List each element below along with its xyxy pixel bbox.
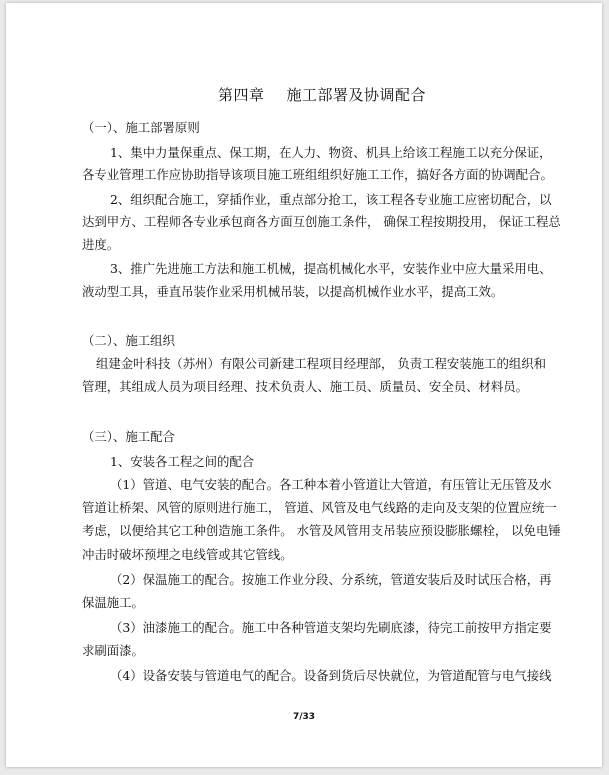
paragraph-line: 考虑，以便给其它工种创造施工条件。 水管及风管用支吊装应预设膨胀螺栓， 以免电锤 <box>82 523 561 538</box>
chapter-title <box>218 85 426 105</box>
paragraph-line: （1）管道、电气安装的配合。各工种本着小管道让大管道，有压管让无压管及水 <box>110 477 552 492</box>
paragraph-line: 液动型工具，垂直吊装作业采用机械吊装，以提高机械作业水平，提高工效。 <box>82 284 504 299</box>
chapter-number: 第四章 <box>218 86 265 104</box>
paragraph-line: （3）油漆施工的配合。施工中各种管道支架均先刷底漆，待完工前按甲方指定要 <box>110 620 552 635</box>
paragraph-line: 各专业管理工作应协助指导该项目施工班组组织好施工工作，搞好各方面的协调配合。 <box>82 167 553 182</box>
paragraph-line: 1、安装各工程之间的配合 <box>110 454 255 469</box>
paragraph-line: 2、组织配合施工，穿插作业，重点部分抢工，该工程各专业施工应密切配合，以 <box>110 192 552 207</box>
paragraph-line: 3、推广先进施工方法和施工机械，提高机械化水平，安装作业中应大量采用电、 <box>110 261 552 276</box>
paragraph-line: 管理，其组成人员为项目经理、技术负责人、施工员、质量员、安全员、材料员。 <box>82 379 529 394</box>
paragraph-line: （2）保温施工的配合。按施工作业分段、分系统，管道安装后及时试压合格，再 <box>110 572 552 587</box>
paragraph-line: 冲击时破坏预埋之电线管或其它管线。 <box>82 547 293 562</box>
page-number: 7/33 <box>292 712 316 722</box>
section-heading: （一）、施工部署原则 <box>82 120 200 135</box>
paragraph-line: 保温施工。 <box>82 595 144 610</box>
paragraph-line: 求刷面漆。 <box>82 643 144 658</box>
section-heading: （三）、施工配合 <box>82 429 175 444</box>
section-heading: （二）、施工组织 <box>82 333 175 348</box>
paragraph-line: 达到甲方、工程师各专业承包商各方面互创施工条件， 确保工程按期投用， 保证工程总 <box>82 214 561 229</box>
paragraph-line: 管道让桥架、风管的原则进行施工， 管道、风管及电气线路的走向及支架的位置应统一 <box>82 500 557 515</box>
paragraph-line: （4）设备安装与管道电气的配合。设备到货后尽快就位，为管道配管与电气接线 <box>110 668 552 683</box>
paragraph-line: 1、集中力量保重点、保工期，在人力、物资、机具上给该工程施工以充分保证， <box>110 145 552 160</box>
chapter-heading: 施工部署及协调配合 <box>286 86 427 104</box>
document-page <box>6 3 602 767</box>
paragraph-line: 组建金叶科技（苏州）有限公司新建工程项目经理部， 负责工程安装施工的组织和 <box>96 356 547 371</box>
paragraph-line: 进度。 <box>82 237 120 252</box>
